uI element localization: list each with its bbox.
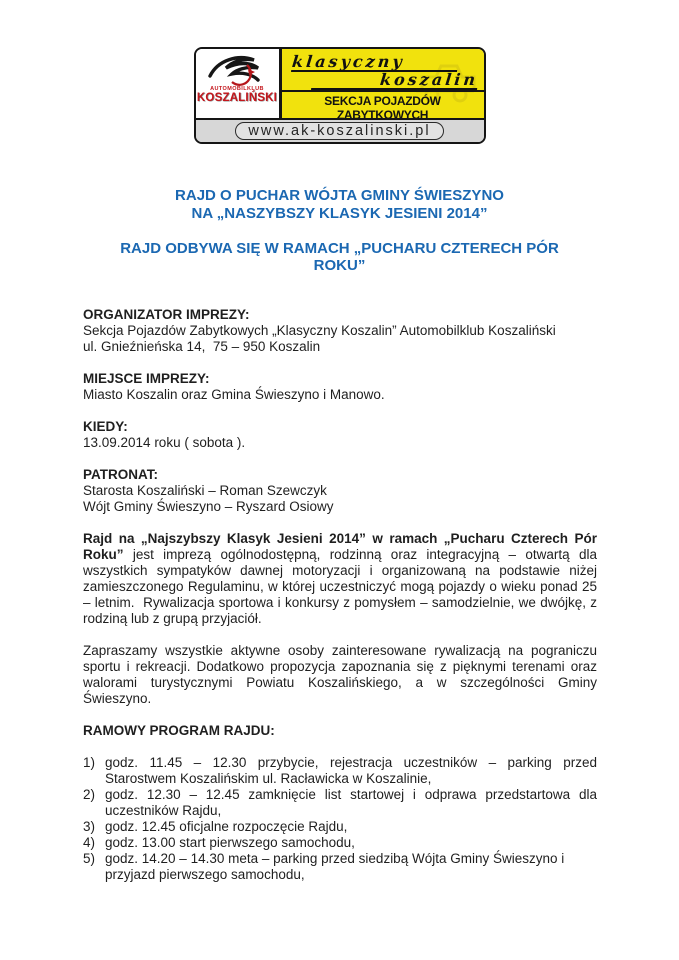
intro-paragraph-text: jest imprezą ogólnodostępną, rodzinną oraz integracyjną – otwartą dla wszystkich sympatyków dawnej motoryzacji i organizowaną na podstawie niżej zamieszczonego Regulaminu, w której uczestniczyć mogą pojazdy o wieku ponad 25 – letnim. Rywalizacja sportowa i konkursy z pomysłem – samodzielnie, we dwójkę, z rodziną lub z grupą przyjaciół. — [83, 546, 597, 626]
document-body — [83, 307, 597, 883]
koszalinski-label: KOSZALIŃSKI — [196, 92, 278, 104]
automobilklub-label: AUTOMOBILKLUB — [210, 86, 264, 92]
subtitle-line-1: RAJD ODBYWA SIĘ W RAMACH „PUCHARU CZTERECH PÓR — [120, 239, 559, 257]
website-url: www.ak-koszalinski.pl — [235, 122, 443, 140]
section-text: 13.09.2014 roku ( sobota ). — [83, 434, 246, 450]
main-title — [0, 187, 679, 222]
script-koszalin: koszalin — [311, 71, 479, 90]
main-title-line-2: NA „NASZYBSZY KLASYK JESIENI 2014” — [191, 204, 488, 222]
section-text: ul. Gnieźnieńska 14, 75 – 950 Koszalin — [83, 338, 321, 354]
section-text: Sekcja Pojazdów Zabytkowych „Klasyczny Koszalin” Automobilklub Koszaliński — [83, 322, 556, 338]
section-heading: KIEDY: — [83, 418, 128, 434]
main-title-line-1: RAJD O PUCHAR WÓJTA GMINY ŚWIESZYNO — [175, 187, 504, 204]
club-logo-top — [196, 49, 484, 118]
intro-paragraph — [83, 531, 597, 627]
invitation-paragraph — [83, 643, 597, 707]
invitation-paragraph-text: Zapraszamy wszystkie aktywne osoby zainteresowane rywalizacją na pograniczu sportu i rekreacji. Dodatkowo propozycja zapoznania się z pięknymi terenami oraz walorami turystycznymi Powiatu Koszalińskiego, a w szczególności Gminy Świeszyno. — [83, 642, 597, 706]
program-heading: RAMOWY PROGRAM RAJDU: — [83, 722, 275, 738]
website-bar — [196, 118, 484, 142]
program-item — [83, 851, 597, 883]
intro-paragraph-bold: Rajd na „Najszybszy Klasyk Jesieni 2014” w ramach „Pucharu Czterech Pór Roku” — [83, 530, 597, 562]
club-logo-left-panel — [196, 49, 279, 118]
program-item — [83, 755, 597, 787]
section-miejsce — [83, 371, 597, 403]
program-item-number: 4) — [83, 834, 96, 850]
section-patronat — [83, 467, 597, 515]
section-heading: PATRONAT: — [83, 466, 158, 482]
program-item-number: 5) — [83, 850, 96, 866]
program-item-text: godz. 13.00 start pierwszego samochodu, — [105, 834, 355, 850]
section-kiedy — [83, 419, 597, 451]
program-item-text: godz. 14.20 – 14.30 meta – parking przed siedzibą Wójta Gminy Świeszyno i przyjazd pierwszego samochodu, — [105, 850, 565, 882]
section-heading: ORGANIZATOR IMPREZY: — [83, 306, 250, 322]
section-heading: MIEJSCE IMPREZY: — [83, 370, 210, 386]
program-item-number: 2) — [83, 786, 96, 802]
program-list — [83, 755, 597, 883]
logo-container — [0, 0, 679, 144]
club-logo — [194, 47, 486, 144]
section-organizator — [83, 307, 597, 355]
program-item-text: godz. 11.45 – 12.30 przybycie, rejestracja uczestników – parking przed Starostwem Koszalińskim ul. Racławicka w Koszalinie, — [105, 754, 597, 786]
program-item-number: 1) — [83, 754, 96, 770]
eagle-emblem-icon — [204, 52, 270, 88]
program-item-text: godz. 12.30 – 12.45 zamknięcie list startowej i odprawa przedstartowa dla uczestników Rajdu, — [105, 786, 597, 818]
program-item — [83, 787, 597, 819]
subtitle — [0, 240, 679, 275]
program-item — [83, 835, 597, 851]
section-text: Wójt Gminy Świeszyno – Ryszard Osiowy — [83, 498, 334, 514]
section-label: SEKCJA POJAZDÓW ZABYTKOWYCH — [282, 90, 484, 118]
program-item-text: godz. 12.45 oficjalne rozpoczęcie Rajdu, — [105, 818, 348, 834]
program-item-number: 3) — [83, 818, 96, 834]
program-item — [83, 819, 597, 835]
section-text: Starosta Koszaliński – Roman Szewczyk — [83, 482, 327, 498]
script-klasyczny: klasyczny — [291, 53, 459, 72]
section-text: Miasto Koszalin oraz Gmina Świeszyno i Manowo. — [83, 386, 385, 402]
subtitle-line-2: ROKU” — [313, 257, 366, 274]
club-logo-yellow-panel — [279, 49, 484, 118]
